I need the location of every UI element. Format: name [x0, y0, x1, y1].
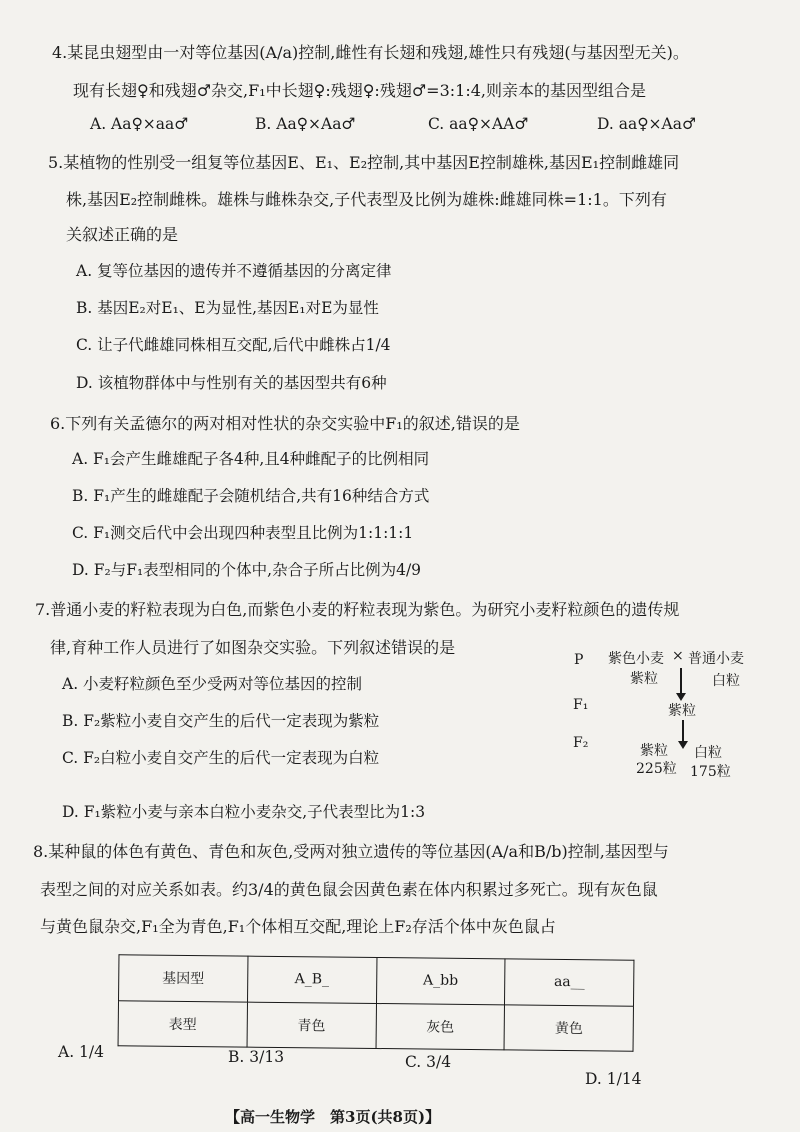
table-cell: A_bb: [376, 958, 505, 1005]
q8-option-a: A. 1/4: [58, 1043, 104, 1061]
page-footer: 【高一生物学 第3页(共8页)】: [225, 1108, 441, 1126]
table-header-phenotype: 表型: [118, 1000, 247, 1047]
q4-option-b: B. Aa♀×Aa♂: [255, 115, 356, 133]
diagram-parent1-name: 紫色小麦: [608, 651, 664, 667]
q8-stem-line3: 与黄色鼠杂交,F₁全为青色,F₁个体相互交配,理论上F₂存活个体中灰色鼠占: [40, 917, 556, 936]
q8-option-c: C. 3/4: [405, 1053, 452, 1071]
diagram-f2-purple: 紫粒: [640, 743, 668, 759]
diagram-f2-white: 白粒: [694, 745, 722, 761]
q8-option-d: D. 1/14: [585, 1070, 642, 1088]
table-cell: 灰色: [376, 1003, 505, 1050]
q7-stem-line2: 律,育种工作人员进行了如图杂交实验。下列叙述错误的是: [50, 638, 456, 657]
diagram-p-label: P: [574, 652, 584, 668]
q5-option-a: A. 复等位基因的遗传并不遵循基因的分离定律: [76, 262, 392, 280]
q4-stem-line1: 4.某昆虫翅型由一对等位基因(A/a)控制,雌性有长翅和残翅,雄性只有残翅(与基因型无关)。: [52, 43, 689, 62]
q6-option-a: A. F₁会产生雌雄配子各4种,且4种雌配子的比例相同: [72, 450, 430, 468]
diagram-f2-white-count: 175粒: [690, 764, 731, 780]
genotype-phenotype-table: [118, 954, 635, 1051]
table-cell: 青色: [247, 1002, 376, 1049]
diagram-arrow-p-to-f1: [680, 668, 682, 694]
table-cell: aa__: [505, 959, 634, 1006]
q8-stem-line2: 表型之间的对应关系如表。约3/4的黄色鼠会因黄色素在体内积累过多死亡。现有灰色鼠: [40, 880, 658, 899]
q5-option-d: D. 该植物群体中与性别有关的基因型共有6种: [76, 374, 387, 392]
diagram-f1-value: 紫粒: [668, 703, 696, 719]
diagram-parent2-name: 普通小麦: [688, 651, 744, 667]
q4-option-c: C. aa♀×AA♂: [428, 115, 529, 133]
q7-option-d: D. F₁紫粒小麦与亲本白粒小麦杂交,子代表型比为1:3: [62, 803, 426, 821]
q5-stem-line3: 关叙述正确的是: [66, 225, 179, 244]
diagram-f2-label: F₂: [573, 735, 589, 751]
diagram-parent1-phenotype: 紫粒: [630, 671, 658, 687]
table-row: [118, 1000, 633, 1051]
q6-option-c: C. F₁测交后代中会出现四种表型且比例为1:1:1:1: [72, 524, 414, 542]
q4-option-d: D. aa♀×Aa♂: [597, 115, 696, 133]
q7-option-a: A. 小麦籽粒颜色至少受两对等位基因的控制: [62, 675, 363, 693]
q7-option-c: C. F₂白粒小麦自交产生的后代一定表现为白粒: [62, 749, 380, 767]
table-row: [119, 955, 634, 1006]
q7-option-b: B. F₂紫粒小麦自交产生的后代一定表现为紫粒: [62, 712, 380, 730]
diagram-f1-label: F₁: [573, 697, 589, 713]
q8-stem-line1: 8.某种鼠的体色有黄色、青色和灰色,受两对独立遗传的等位基因(A/a和B/b)控制,基因型与: [33, 842, 669, 861]
diagram-parent2-phenotype: 白粒: [712, 673, 740, 689]
q8-option-b: B. 3/13: [228, 1048, 285, 1066]
diagram-cross-symbol: ×: [672, 648, 684, 664]
diagram-arrow-f1-to-f2: [682, 720, 684, 742]
q6-option-d: D. F₂与F₁表型相同的个体中,杂合子所占比例为4/9: [72, 561, 422, 579]
q7-stem-line1: 7.普通小麦的籽粒表现为白色,而紫色小麦的籽粒表现为紫色。为研究小麦籽粒颜色的遗传规: [35, 600, 680, 619]
q5-stem-line2: 株,基因E₂控制雌株。雄株与雌株杂交,子代表型及比例为雄株:雌雄同株=1:1。下列有: [66, 190, 667, 209]
q5-option-c: C. 让子代雌雄同株相互交配,后代中雌株占1/4: [76, 336, 391, 354]
q4-stem-line2: 现有长翅♀和残翅♂杂交,F₁中长翅♀:残翅♀:残翅♂=3:1:4,则亲本的基因型组合是: [73, 81, 646, 100]
q6-option-b: B. F₁产生的雌雄配子会随机结合,共有16种结合方式: [72, 487, 430, 505]
table-cell: A_B_: [247, 956, 376, 1003]
diagram-f2-purple-count: 225粒: [636, 761, 677, 777]
q5-stem-line1: 5.某植物的性别受一组复等位基因E、E₁、E₂控制,其中基因E控制雄株,基因E₁控制雌雄同: [48, 153, 680, 172]
q5-option-b: B. 基因E₂对E₁、E为显性,基因E₁对E为显性: [76, 299, 379, 317]
q4-option-a: A. Aa♀×aa♂: [90, 115, 189, 133]
table-header-genotype: 基因型: [119, 955, 248, 1002]
table-cell: 黄色: [504, 1004, 633, 1051]
q6-stem: 6.下列有关孟德尔的两对相对性状的杂交实验中F₁的叙述,错误的是: [50, 414, 520, 433]
